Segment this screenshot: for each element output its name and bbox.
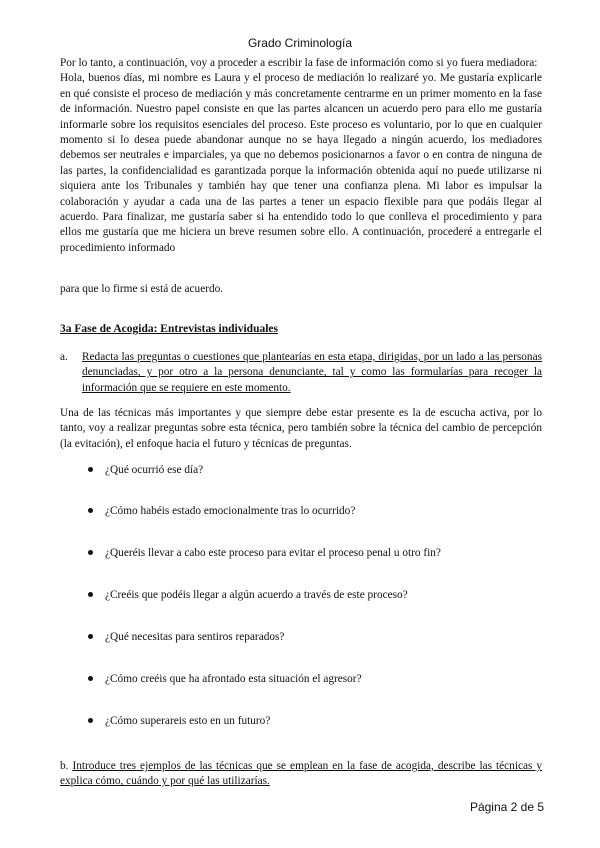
bullet-icon <box>88 467 93 472</box>
question-b-marker: b. <box>60 760 69 772</box>
intro-sign-line: para que lo firme si está de acuerdo. <box>60 283 224 295</box>
question-b-text: Introduce tres ejemplos de las técnicas que se emplean en la fase de acogida, describe las técnicas y explica cómo, cuándo y por qué las utilizarías. <box>60 760 543 788</box>
question-a-marker: a. <box>60 351 68 363</box>
list-item: ¿Queréis llevar a cabo este proceso para evitar el proceso penal u otro fin? <box>88 547 441 559</box>
list-item: ¿Qué ocurrió ese día? <box>88 464 203 476</box>
page-header: Grado Criminología <box>247 36 353 50</box>
bullet-icon <box>88 718 93 723</box>
list-item: ¿Cómo habéis estado emocionalmente tras lo ocurrido? <box>88 505 355 517</box>
question-a <box>60 350 542 396</box>
section-title: 3a Fase de Acogida: Entrevistas individuales <box>60 323 278 335</box>
list-item: ¿Qué necesitas para sentiros reparados? <box>88 631 284 643</box>
bullet-icon <box>88 676 93 681</box>
bullet-icon <box>88 592 93 597</box>
question-a-text: Redacta las preguntas o cuestiones que plantearías en esta etapa, dirigidas, por un lado a las personas denunciadas, y por otro a la persona denunciante, tal y como las formularías para recoger la información que se requiere en este momento. <box>82 351 542 394</box>
bullet-icon <box>88 508 93 513</box>
answer-intro: Una de las técnicas más importantes y que siempre debe estar presente es la de escucha activa, por lo tanto, voy a realizar preguntas sobre esta técnica, pero también sobre la técnica del cambio de percepción (la evitación), el enfoque hacia el futuro y técnicas de preguntas. <box>60 407 542 450</box>
bullet-icon <box>88 634 93 639</box>
page-number: Página 2 de 5 <box>469 800 544 814</box>
question-b <box>60 759 542 790</box>
bullet-icon <box>88 550 93 555</box>
list-item: ¿Cómo superareis esto en un futuro? <box>88 715 270 727</box>
list-item: ¿Cómo creéis que ha afrontado esta situación el agresor? <box>88 673 362 685</box>
intro-block <box>60 56 542 256</box>
list-item: ¿Creéis que podéis llegar a algún acuerdo a través de este proceso? <box>88 589 408 601</box>
mediator-speech: Hola, buenos días, mi nombre es Laura y el proceso de mediación lo realizaré yo. Me gustaría explicarle en qué consiste el proceso de mediación y más concretamente centrarme en un primer momento en la fase de información. Nuestro papel consiste en que las partes alcancen un acuerdo pero para ello me gustaría informarle sobre los requisitos esenciales del proceso. Este proceso es voluntario, por lo que en cualquier momento si lo desea puede abandonar aunque no se haya llegado a ningún acuerdo, los mediadores debemos ser neutrales e imparciales, ya que no debemos posicionarnos a favor o en contra de ninguna de las partes, la confidencialidad es garantizada porque la información obtenida aquí no puede utilizarse ni siquiera ante los Tribunales y también hay que tener una confianza plena. Mi labor es impulsar la colaboración y ayudar a cada una de las partes a tener un espacio flexible para que podáis llegar al acuerdo. Para finalizar, me gustaría saber si ha entendido todo lo que conlleva el procedimiento y para ellos me gustaría que me hiciera un breve resumen sobre ello. A continuación, procederé a entregarle el procedimiento informado <box>60 72 542 254</box>
intro-lead: Por lo tanto, a continuación, voy a proceder a escribir la fase de información como si yo fuera mediadora: <box>60 57 538 69</box>
